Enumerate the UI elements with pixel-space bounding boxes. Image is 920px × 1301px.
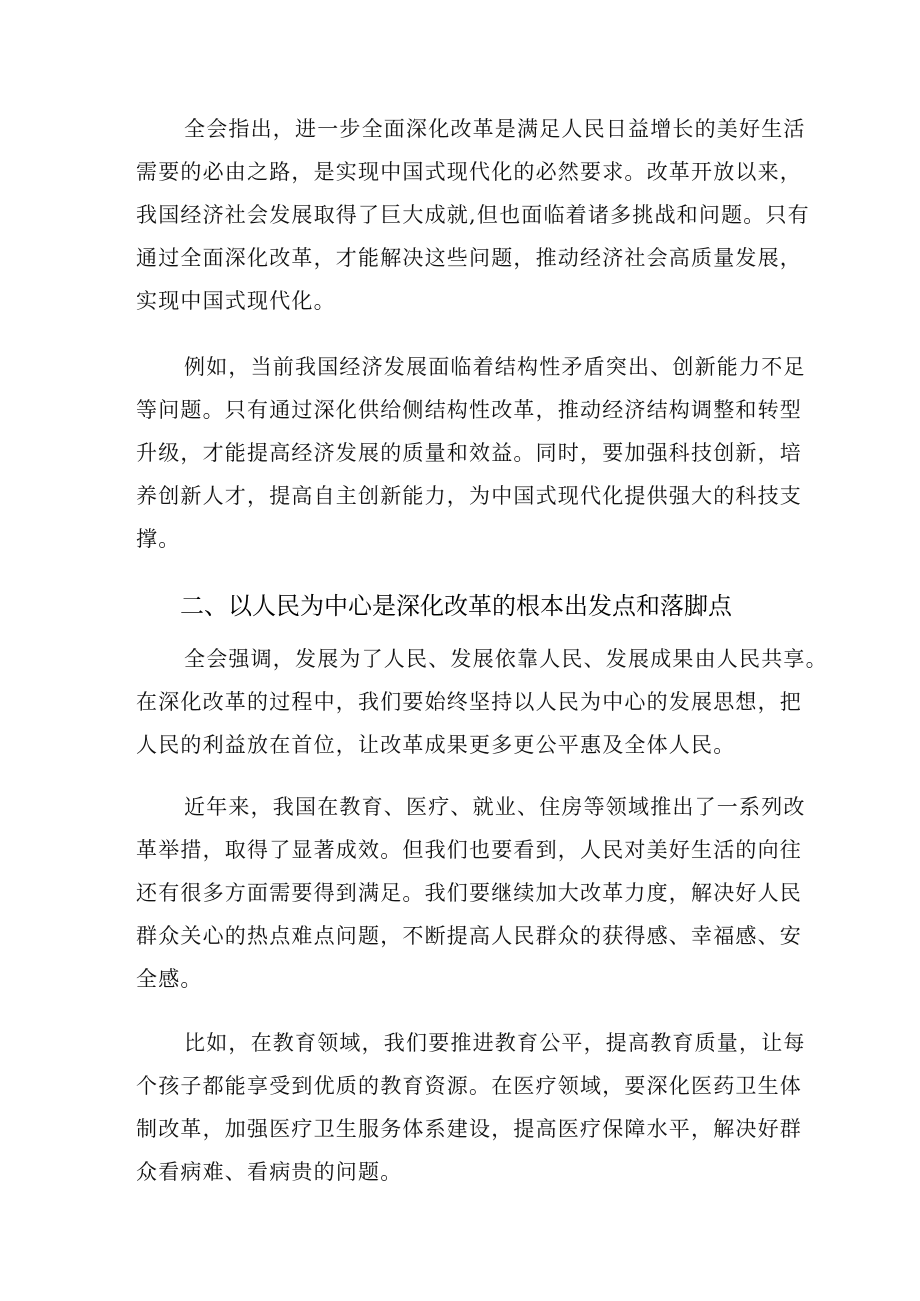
paragraph-line: 还有很多方面需要得到满足。我们要继续加大改革力度，解决好人民	[136, 881, 802, 905]
paragraph-line: 需要的必由之路，是实现中国式现代化的必然要求。改革开放以来，	[136, 160, 802, 184]
paragraph-line: 众看病难、看病贵的问题。	[136, 1160, 403, 1184]
paragraph-line: 近年来，我国在教育、医疗、就业、住房等领域推出了一系列改	[184, 795, 806, 819]
paragraph-line: 撑。	[136, 527, 181, 551]
paragraph-line: 通过全面深化改革，才能解决这些问题，推动经济社会高质量发展，	[136, 246, 802, 270]
paragraph-line: 革举措，取得了显著成效。但我们也要看到，人民对美好生活的向往	[136, 838, 802, 862]
paragraph-4	[136, 786, 806, 1001]
paragraph-2	[136, 346, 806, 561]
paragraph-3	[136, 638, 828, 767]
paragraph-line: 比如，在教育领域，我们要推进教育公平，提高教育质量，让每	[184, 1031, 806, 1055]
paragraph-line: 升级，才能提高经济发展的质量和效益。同时，要加强科技创新，培	[136, 441, 802, 465]
paragraph-line: 我国经济社会发展取得了巨大成就,但也面临着诸多挑战和问题。只有	[136, 203, 810, 227]
paragraph-line: 人民的利益放在首位，让改革成果更多更公平惠及全体人民。	[136, 733, 736, 757]
paragraph-line: 个孩子都能享受到优质的教育资源。在医疗领域，要深化医药卫生体	[136, 1074, 802, 1098]
paragraph-line: 养创新人才，提高自主创新能力，为中国式现代化提供强大的科技支	[136, 484, 802, 508]
paragraph-line: 群众关心的热点难点问题，不断提高人民群众的获得感、幸福感、安	[136, 924, 802, 948]
paragraph-line: 全会指出，进一步全面深化改革是满足人民日益增长的美好生活	[184, 117, 806, 141]
paragraph-line: 例如，当前我国经济发展面临着结构性矛盾突出、创新能力不足	[184, 355, 806, 379]
paragraph-1	[136, 108, 810, 323]
paragraph-line: 实现中国式现代化。	[136, 289, 336, 313]
paragraph-line: 全会强调，发展为了人民、发展依靠人民、发展成果由人民共享。	[184, 647, 828, 671]
paragraph-line: 制改革，加强医疗卫生服务体系建设，提高医疗保障水平，解决好群	[136, 1117, 802, 1141]
paragraph-line: 等问题。只有通过深化供给侧结构性改革，推动经济结构调整和转型	[136, 398, 802, 422]
section-heading: 二、以人民为中心是深化改革的根本出发点和落脚点	[180, 592, 732, 620]
paragraph-line: 全感。	[136, 967, 203, 991]
paragraph-line: 在深化改革的过程中，我们要始终坚持以人民为中心的发展思想，把	[136, 690, 802, 714]
paragraph-5	[136, 1022, 806, 1194]
